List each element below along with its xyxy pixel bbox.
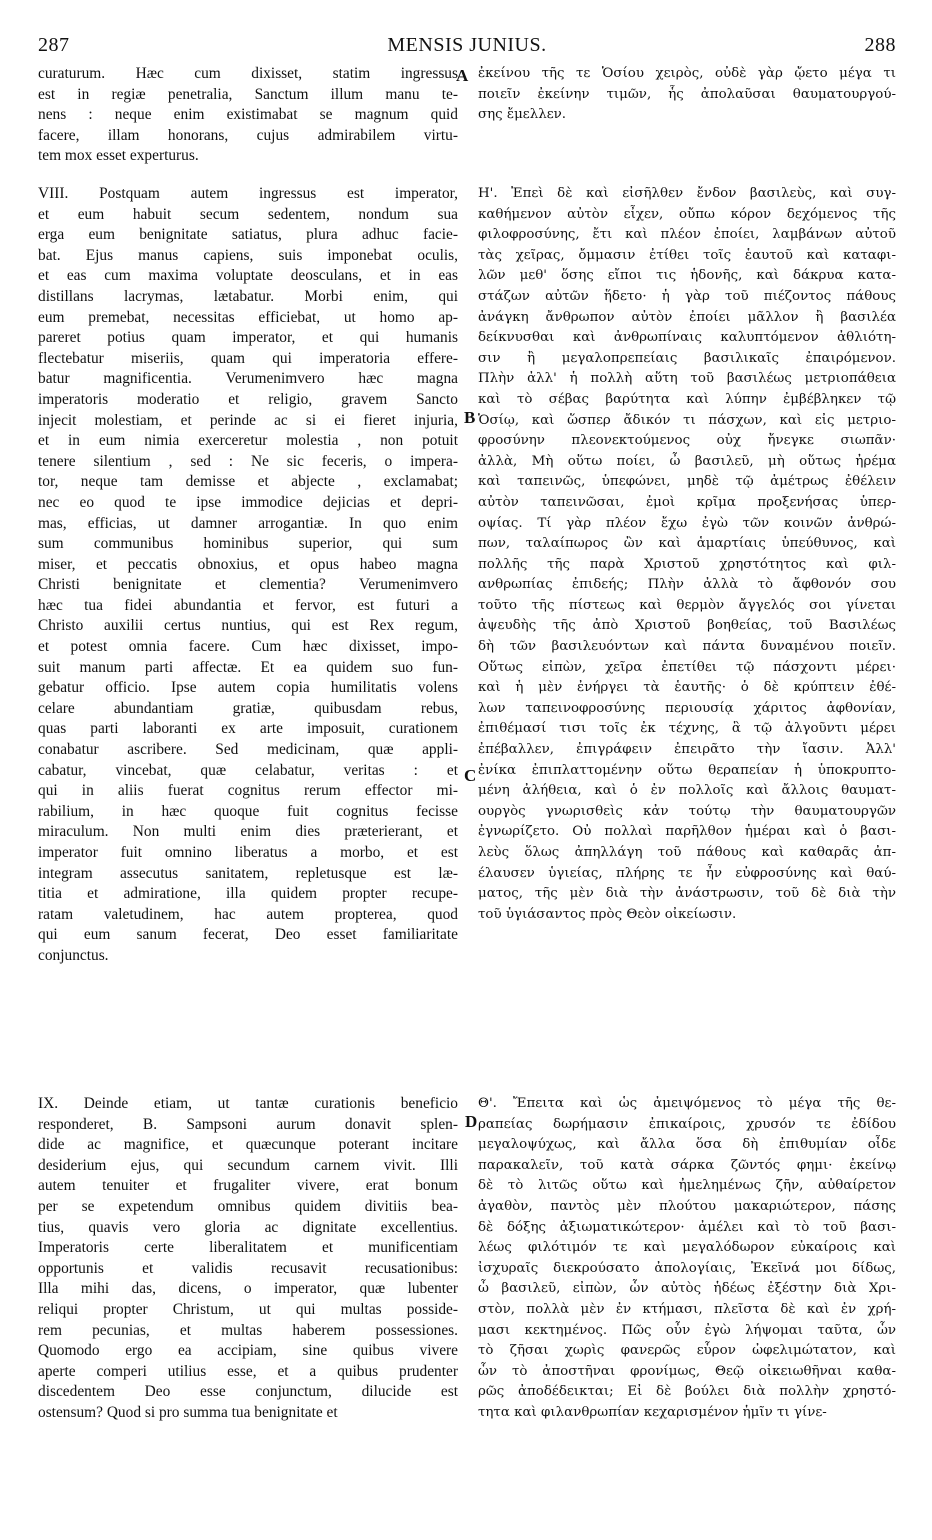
greek-text-line: δὲ δόξης ἀξιωματικώτερον· ἀμέλει καὶ τὸ τοῦ βασι-: [478, 1219, 896, 1235]
latin-text-line: IX. Deinde etiam, ut tantæ curationis beneficio: [38, 1095, 458, 1112]
latin-text-line: hæc tua fidei abundantia et fervor, est futuri a: [38, 596, 458, 614]
greek-text-line: ανθρωπίας ἐπιδεής; Πλὴν ἀλλὰ τὸ ἄφθονόν σου: [478, 577, 896, 593]
latin-text-line: curaturum. Hæc cum dixisset, statim ingressus: [38, 65, 458, 82]
greek-text-line: σης ἔμελλεν.: [478, 107, 567, 123]
latin-text-line: tius, quavis vero gloria ac dignitate excellentius.: [38, 1218, 458, 1236]
greek-text-line: σιν ἢ μεγαλοπρεπείαις βασιλικαῖς ἐπαιρόμενον.: [478, 350, 896, 366]
greek-text-line: ἀνάγκη ἄνθρωπον αὐτὸν ἐποίει μᾶλλον ἢ βασιλέα: [478, 309, 896, 325]
page-header: [38, 34, 896, 58]
greek-text-line: ἀγαθὸν, παντὸς μὲν πλούτου μακαριώτερον, πάσης: [478, 1198, 896, 1214]
greek-text-line: ἐπέβαλλεν, ἐπιγράφειν ἐπειρᾶτο τὴν ἴασιν. Ἀλλ': [478, 742, 896, 758]
greek-text-line: μένη ἀλήθεια, καὶ ὁ ἐν πολλοῖς καὶ ἄλλοις θαυματ-: [478, 783, 896, 799]
latin-text-line: batur magnificentia. Verumenimvero hæc magna: [38, 370, 458, 388]
latin-text-line: integram assecutus sanitatem, repletusque est læ-: [38, 864, 458, 882]
latin-text-line: conabatur ascribere. Sed medicinam, quæ appli-: [38, 741, 458, 759]
latin-text-line: tem mox esset experturus.: [38, 147, 199, 165]
latin-text-line: qui eum sanum fecerat, Deo esset familiaritate: [38, 926, 458, 944]
greek-text-line: λέως φιλότιμόν τε καὶ μεγαλόδωρον εὐκαίροις καὶ: [478, 1240, 896, 1256]
margin-marker-c: C: [464, 766, 477, 785]
greek-text-line: ἐπιθέμασί τισι τοῖς ἐκ τέχνης, ἃ τῷ ἀλγοῦντι μέρει: [478, 721, 896, 737]
greek-text-line: ἀψευδὴς τῆς ἀπὸ Χριστοῦ βοηθείας, τοῦ Βασιλέως: [478, 618, 896, 634]
latin-text-line: per se expetendum omnibus quidem divitiis bea-: [38, 1197, 458, 1215]
latin-text-line: tenere silentium , sed : Ne sic feceris, o impera-: [38, 452, 458, 470]
greek-text-line: δὲ τὸ λιτῶς οὕτω καὶ ἠμελημένως ζῆν, αὐθαίρετον: [478, 1178, 896, 1194]
latin-text-line: rabilium, in hæc quoque fuit cognitus fecisse: [38, 802, 458, 820]
latin-text-line: suit manum parti affectæ. Et ea quidem suo fun-: [38, 658, 458, 676]
latin-paragraph-viii: [38, 184, 458, 967]
greek-text-line: λεὺς ὅλως ἀπηλλάγη τοῦ πάθους καὶ καθαρᾶς ἀπ-: [478, 845, 896, 860]
latin-text-line: Imperatoris certe liberalitatem et munificentiam: [38, 1239, 458, 1257]
latin-text-line: erga eum benignitate satiatus, plura adhuc facie-: [38, 226, 458, 244]
latin-text-line: et eas cum maxima voluptate deosculans, et in eas: [38, 267, 458, 285]
greek-text-line: Πλὴν ἀλλ' ἡ πολλὴ αὕτη τοῦ βασιλέως μετριοπάθεια: [478, 371, 896, 387]
greek-text-line: Θ'. Ἔπειτα καὶ ὡς ἀμειψόμενος τὸ μέγα τῆς θε-: [478, 1096, 896, 1111]
latin-text-line: aperte comperi utilius esse, et a quibus prudenter: [38, 1362, 458, 1380]
greek-text-line: παρακαλεῖν, τοῦ κατὰ σάρκα ζῶντός φημι· ἐκείνῳ: [478, 1157, 896, 1173]
latin-text-line: opportunis et validis recusavit recusationibus:: [38, 1259, 458, 1277]
latin-text-line: nens : neque enim existimabat se magnum quid: [38, 106, 458, 124]
greek-text-line: στάζων αὐτῶν ἥδετο· ἡ γὰρ τοῦ πιέζοντος πάθους: [478, 288, 896, 304]
greek-text-line: ουργὸς γνωρισθεὶς κἀν τούτῳ τὴν θαυματουργῶν: [478, 803, 896, 819]
latin-text-line: conjunctus.: [38, 946, 109, 964]
latin-text-line: Illa mihi das, dicens, o imperator, quæ lubenter: [38, 1280, 458, 1298]
latin-paragraph-intro: [38, 64, 458, 167]
latin-text-line: miser, et peccatis obnoxius, et opus habeo magna: [38, 555, 458, 573]
greek-text-line: λῶν μεθ' ὅσης εἴποι τις ἡδονῆς, καὶ δάκρυα κατα-: [478, 268, 896, 284]
greek-text-line: οψίας. Τί γὰρ πλέον ἔχω ἐγὼ τῶν κοινῶν ἀνθρώ-: [478, 515, 896, 531]
latin-text-line: cabatur, vincebat, quæ celabatur, veritas : et: [38, 761, 458, 779]
greek-text-line: καθήμενον αὐτὸν εἶχεν, οὔπω κόρον δεχόμενος τῆς: [478, 206, 896, 222]
running-title: MENSIS JUNIUS.: [387, 34, 547, 56]
greek-text-line: ἀλλὰ, Μὴ οὕτω ποίει, ὦ βασιλεῦ, μὴ οὕτως ἠρέμα: [478, 453, 896, 469]
latin-text-line: desiderium ejus, qui secundum carnem vivit. Illi: [38, 1156, 458, 1174]
page-number-left: 287: [38, 34, 70, 56]
latin-text-line: rem pecunias, et multas haberem possessiones.: [38, 1321, 458, 1339]
margin-marker-b: B: [464, 408, 476, 427]
margin-marker-d: D: [465, 1112, 478, 1131]
greek-paragraph-h: [478, 184, 896, 925]
greek-text-line: δὴ τῶν βασιλευόντων καὶ πάντα δυναμένου ποιεῖν.: [478, 639, 896, 655]
greek-text-line: στὸν, πολλὰ μὲν ἐν κτήμασι, πλεῖστα δὲ καὶ ἐν χρή-: [478, 1301, 896, 1317]
greek-text-line: ποιεῖν ἐκείνην τιμῶν, ἧς ἀπολαῦσαι θαυματουργού-: [478, 86, 896, 102]
latin-text-line: gebatur officio. Ipse autem copia humilitatis volens: [38, 679, 458, 697]
greek-text-line: δείκνυσθαι καὶ ἀνθρωπίναις καλυπτόμενον ἀθλιότη-: [478, 330, 896, 346]
greek-text-line: μασι κεκτημένος. Πῶς οὖν ἐγὼ λήψομαι ταῦτα, ὧν: [478, 1322, 896, 1338]
latin-text-line: est in regiæ penetralia, Sanctum illum manu te-: [38, 85, 458, 103]
greek-text-line: ματος, τῆς μὲν διὰ τὴν ἀνάστρωσιν, τοῦ δὲ διὰ τὴν: [478, 886, 896, 902]
greek-text-line: αὐτὸν ταπεινῶσαι, ἐμοὶ κρῖμα προξενήσας ὑπερ-: [478, 494, 896, 510]
latin-text-line: mas, efficias, ut damner arrogantiæ. In quo enim: [38, 514, 458, 532]
latin-text-line: qui in aliis fuerat cognitus rerum effector mi-: [38, 782, 458, 800]
greek-text-line: τὸ ζῆσαι χωρὶς φανερῶς εὗρον ὠφελιμώτατον, καὶ: [478, 1343, 896, 1359]
greek-text-line: ρῶς ἀποδέδεικται; Εἰ δὲ βούλει διὰ πολλὴν χρηστό-: [478, 1384, 896, 1400]
latin-text-line: pareret potius quam imperator, et qui humanis: [38, 329, 458, 347]
latin-text-line: tor, neque tam demisse et abjecte , exclamabat;: [38, 473, 458, 491]
greek-text-line: φιλοφροσύνης, ἔτι καὶ πλέον ἐποίει, λαμβάνων αὐτοῦ: [478, 227, 896, 243]
greek-text-line: ὧν τὸ ἀποστῆναι φρονίμως, Θεῷ οἰκειωθῆναι καθα-: [478, 1363, 896, 1379]
latin-text-line: injecit molestiam, et perinde ac si ei fieret injuria,: [38, 411, 458, 429]
latin-text-line: bat. Ejus manus capiens, suis imponebat oculis,: [38, 246, 458, 264]
latin-paragraph-ix: [38, 1094, 458, 1424]
greek-text-line: ἐνίκα ἐπιπλαττομένην οὕτω θεραπείαν ἡ ὑποκρυπτο-: [478, 762, 896, 778]
greek-paragraph-theta: [478, 1094, 896, 1424]
greek-text-line: μεγαλοψύχως, καὶ ἄλλα ὅσα δὴ ἐπιθυμίαν οἶδε: [478, 1137, 896, 1153]
greek-text-line: τοῦτο τῆς πίστεως καὶ θερμὸν ἄγγελός σοι γίνεται: [478, 597, 896, 613]
greek-text-line: καὶ ἡ μὲν ἐνήργει τὰ ἑαυτῆς· ὁ δὲ κρύπτειν ἐθέ-: [478, 680, 896, 696]
greek-text-line: καὶ ταπεινῶς, ὑπεφώνει, μηδὲ τῷ ἀμέτρως ἐθέλειν: [478, 474, 896, 490]
latin-text-line: responderet, B. Sampsoni aurum donavit splen-: [38, 1115, 458, 1133]
latin-text-line: Christi benignitate et clementia? Verumenimvero: [38, 576, 458, 594]
greek-text-line: τητα καὶ φιλανθρωπίαν κεχαρισμένον ἡμῖν τι γίνε-: [478, 1404, 827, 1420]
latin-text-line: autem tenuiter et frugaliter vivere, erat bonum: [38, 1177, 458, 1195]
greek-text-line: λων ταπεινοφροσύνης περιουσίᾳ χάριτος ἀφθονίαν,: [478, 700, 896, 716]
latin-text-line: VIII. Postquam autem ingressus est imperator,: [38, 185, 458, 202]
greek-text-line: πολλῆς τῆς παρὰ Χριστοῦ χρηστότητος καὶ φιλ-: [478, 556, 896, 572]
latin-text-line: celare abundantiam gratiæ, quibusdam rebus,: [38, 699, 458, 717]
latin-text-line: sum communibus hominibus superior, qui sum: [38, 535, 458, 553]
greek-text-line: Οὕτως εἰπὼν, χεῖρα ἐπετίθει τῷ πάσχοντι μέρει·: [478, 659, 896, 675]
latin-text-line: eum premebat, necessitas efficiebat, ut homo ap-: [38, 308, 458, 326]
greek-text-line: πων, ταλαίπωρος ὢν καὶ ἁμαρτίαις ὑπεύθυνος, καὶ: [478, 536, 896, 552]
greek-text-line: ἐκείνου τῆς τε Ὁσίου χειρὸς, οὐδὲ γὰρ ᾤετο μέγα τι: [478, 66, 896, 81]
greek-text-line: καὶ τὸ σέβας βαρύτητα καὶ λύπην ἐμβέβληκεν τῷ: [478, 391, 896, 407]
latin-text-line: Christo auxilii certus nuntius, qui est Rex regum,: [38, 617, 458, 635]
greek-text-line: Η'. Ἐπεὶ δὲ καὶ εἰσῆλθεν ἔνδον βασιλεὺς, καὶ συγ-: [478, 186, 896, 201]
latin-text-line: reliqui propter Christum, ut qui multas posside-: [38, 1300, 458, 1318]
latin-text-line: dide ac magnifice, et quæcunque poterant incitare: [38, 1136, 458, 1154]
greek-text-line: φροσύνην πλεονεκτούμενος οὐχ ἤνεγκε σιωπᾶν·: [478, 433, 896, 449]
greek-text-line: ἰσχυραῖς διεκρούσατο ἀπολογίαις, Ἐκεῖνά μοι δίδως,: [478, 1260, 896, 1276]
greek-text-line: τοῦ ὑγιάσαντος πρὸς Θεὸν οἰκείωσιν.: [478, 906, 737, 922]
margin-marker-a: A: [456, 66, 469, 85]
greek-text-line: ὦ βασιλεῦ, εἰπὼν, ὧν αὐτὸς ἡδέως ἐξέστην διὰ Χρι-: [478, 1281, 896, 1297]
latin-text-line: ratam valetudinem, hac autem propterea, quod: [38, 905, 458, 923]
page-number-right: 288: [864, 34, 896, 56]
latin-text-line: flectebatur miseriis, quam qui imperatoria effere-: [38, 349, 458, 367]
latin-text-line: et potest omnia facere. Cum hæc dixisset, impo-: [38, 638, 458, 656]
latin-text-line: nec eo quod te ipse immodice dejicias et depri-: [38, 493, 458, 511]
greek-text-line: ἐγνωρίζετο. Οὐ πολλαὶ παρῆλθον ἡμέραι καὶ ὁ βασι-: [478, 824, 896, 840]
greek-text-line: έλαυσεν ὑγιείας, πλήρης τε ἦν εὐφροσύνης καὶ θαύ-: [478, 865, 896, 881]
latin-text-line: imperatoris moderatio et religio, gravem Sancto: [38, 390, 458, 408]
greek-text-line: τὰς χεῖρας, ὄμμασιν ἐτίθει τοῖς ἑαυτοῦ καὶ καταφι-: [478, 247, 896, 263]
greek-paragraph-intro: [478, 64, 896, 126]
latin-text-line: facere, illam honorans, cujus admirabilem virtu-: [38, 126, 458, 144]
latin-text-line: et in eum nimia exerceretur molestia , non potuit: [38, 432, 458, 450]
latin-text-line: quas parti laboranti ex arte imposuit, curationem: [38, 720, 458, 738]
latin-text-line: Quomodo ergo ea accipiam, sine quibus vivere: [38, 1342, 458, 1360]
latin-text-line: imperator fuit omnino liberatus a morbo, et est: [38, 844, 458, 861]
latin-text-line: discedentem Deo esse conjunctum, dilucide est: [38, 1383, 458, 1401]
greek-text-line: ραπείας δωρήμασιν ἐπικαίροις, χρυσόν τε ἐδίδου: [478, 1116, 896, 1132]
latin-text-line: distillans lacrymas, lætabatur. Morbi enim, qui: [38, 287, 458, 305]
latin-text-line: titia et admiratione, illa quidem propter recupe-: [38, 885, 458, 903]
greek-text-line: Ὁσίῳ, καὶ ὥσπερ ἄδικόν τι πάσχων, καὶ εἰς μετριο-: [478, 412, 896, 428]
latin-text-line: et eum habuit secum sedentem, nondum sua: [38, 205, 458, 223]
latin-text-line: miraculum. Non multi enim dies præterierant, et: [38, 823, 458, 841]
latin-text-line: ostensum? Quod si pro summa tua benignitate et: [38, 1403, 338, 1421]
